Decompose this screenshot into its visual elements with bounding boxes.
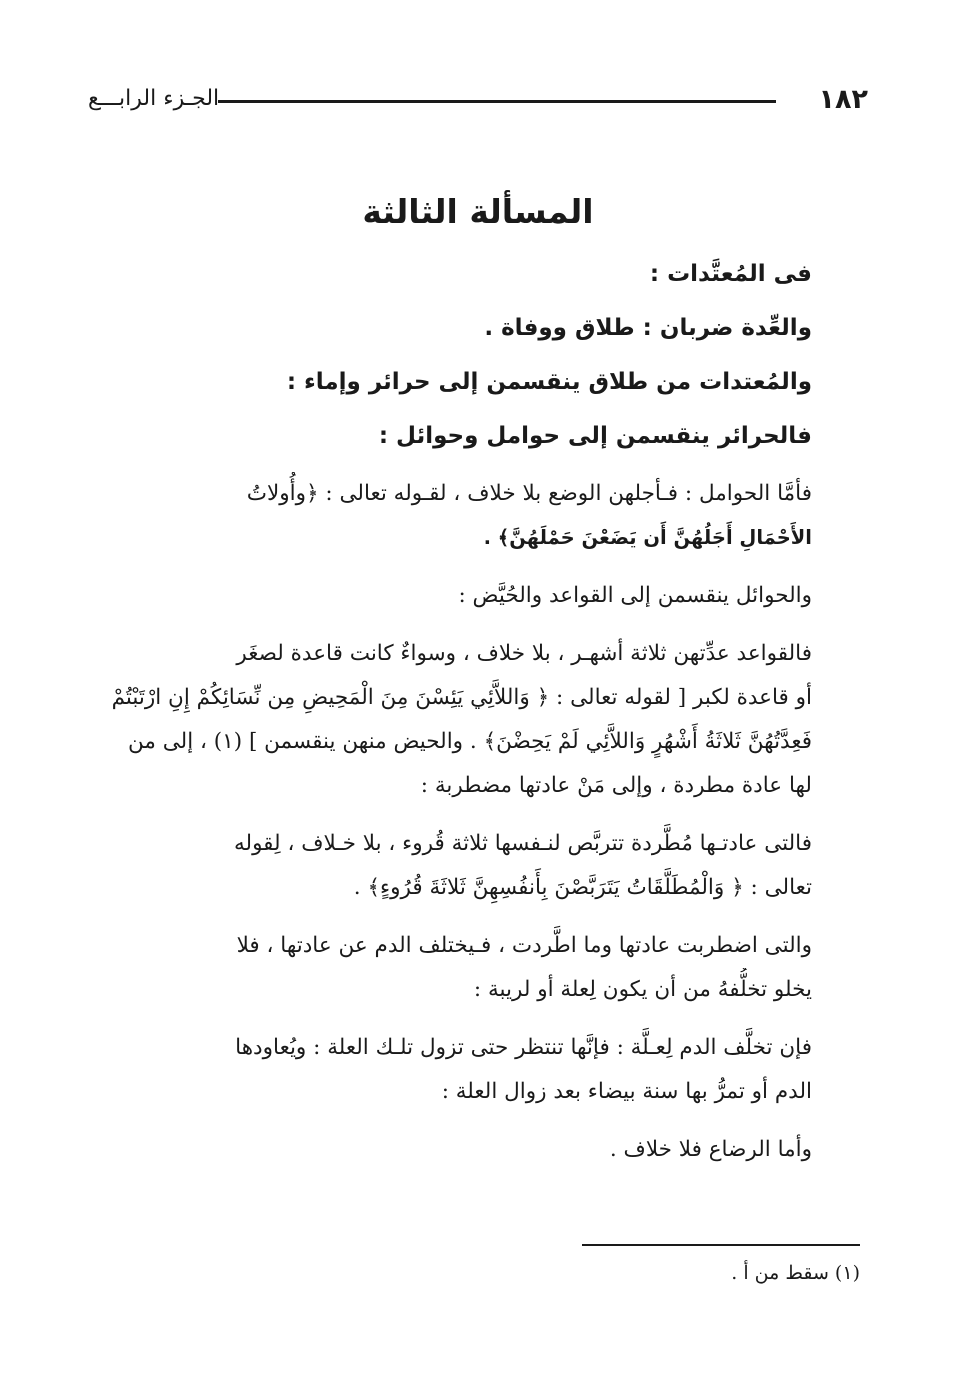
paragraph-line: فأمَّا الحوامل : فـأجلهن الوضع بلا خلاف ، لقـوله تعالى : ﴿وأُولاتُ — [246, 481, 812, 506]
footnote: (١) سقط من أ . — [731, 1262, 860, 1284]
paragraph-line: الأَحْمَالِ أَجَلُهُنَّ أَن يَضَعْنَ حَمْلَهُنَّ﴾ . — [483, 526, 812, 549]
paragraph-line: الدم أو تمرُّ بها سنة بيضاء بعد زوال العلة : — [441, 1079, 812, 1104]
paragraph-line: فالقواعد عدِّتهن ثلاثة أشهـر ، بلا خلاف ، وسواءٌ كانت قاعدة لصغَر — [236, 641, 812, 666]
running-title: الجـزء الرابـــع — [88, 86, 220, 111]
heading-line: والمُعتدات من طلاق ينقسمن إلى حرائر وإماء : — [286, 369, 812, 395]
paragraph-line: فالتى عادتـها مُطَّردة تتربَّص لنـفسها ثلاثة قُروء ، بلا خـلاف ، لِقوله — [234, 831, 812, 856]
page-header — [80, 82, 868, 122]
header-rule — [218, 100, 776, 103]
paragraph-line: لها عادة مطردة ، وإلى مَنْ عادتها مضطربة : — [420, 773, 812, 798]
heading-line: فى المُعتَّدات : — [649, 261, 812, 287]
paragraph-line: وأما الرضاع فلا خلاف . — [609, 1137, 812, 1162]
paragraph-line: أو قاعدة لكبر [ لقوله تعالى : ﴿ وَاللاَّئِي يَئِسْنَ مِنَ الْمَحِيضِ مِن نِّسَائِكُمْ إِنِ ارْتَبْتُمْ — [111, 685, 812, 710]
paragraph-line: فَعِدَّتُهُنَّ ثَلاثَةُ أَشْهُرٍ وَاللاَّئِي لَمْ يَحِضْنَ﴾ . والحيض منهن ينقسمن ] (١) ، إلى من — [128, 729, 812, 754]
heading-line: فالحرائر ينقسمن إلى حوامل وحوائل : — [378, 423, 812, 449]
paragraph-line: والحوائل ينقسمن إلى القواعد والحُيَّض : — [458, 583, 812, 608]
body-text — [88, 252, 812, 1172]
section-title: المسألة الثالثة — [362, 192, 594, 231]
paragraph-line: والتى اضطربت عادتها وما اطَّردت ، فـيختلف الدم عن عادتها ، فلا — [236, 933, 812, 958]
paragraph-line: يخلو تخلُّفهُ من أن يكون لِعلة أو لريبة : — [473, 977, 812, 1002]
heading-line: والعِّدة ضربان : طلاق ووفاة . — [484, 315, 812, 341]
paragraph-line: فإن تخلَّف الدم لِعـلَّة : فإنَّها تنتظر حتى تزول تلـك العلة : ويُعاودها — [235, 1035, 812, 1060]
paragraph-line: تعالى : ﴿ وَالْمُطَلَّقَاتُ يَتَرَبَّصْنَ بِأَنفُسِهِنَّ ثَلاثَةَ قُرُوءٍ﴾ . — [353, 875, 812, 900]
footnote-rule — [582, 1244, 860, 1246]
page-number: ١٨٢ — [818, 84, 868, 115]
